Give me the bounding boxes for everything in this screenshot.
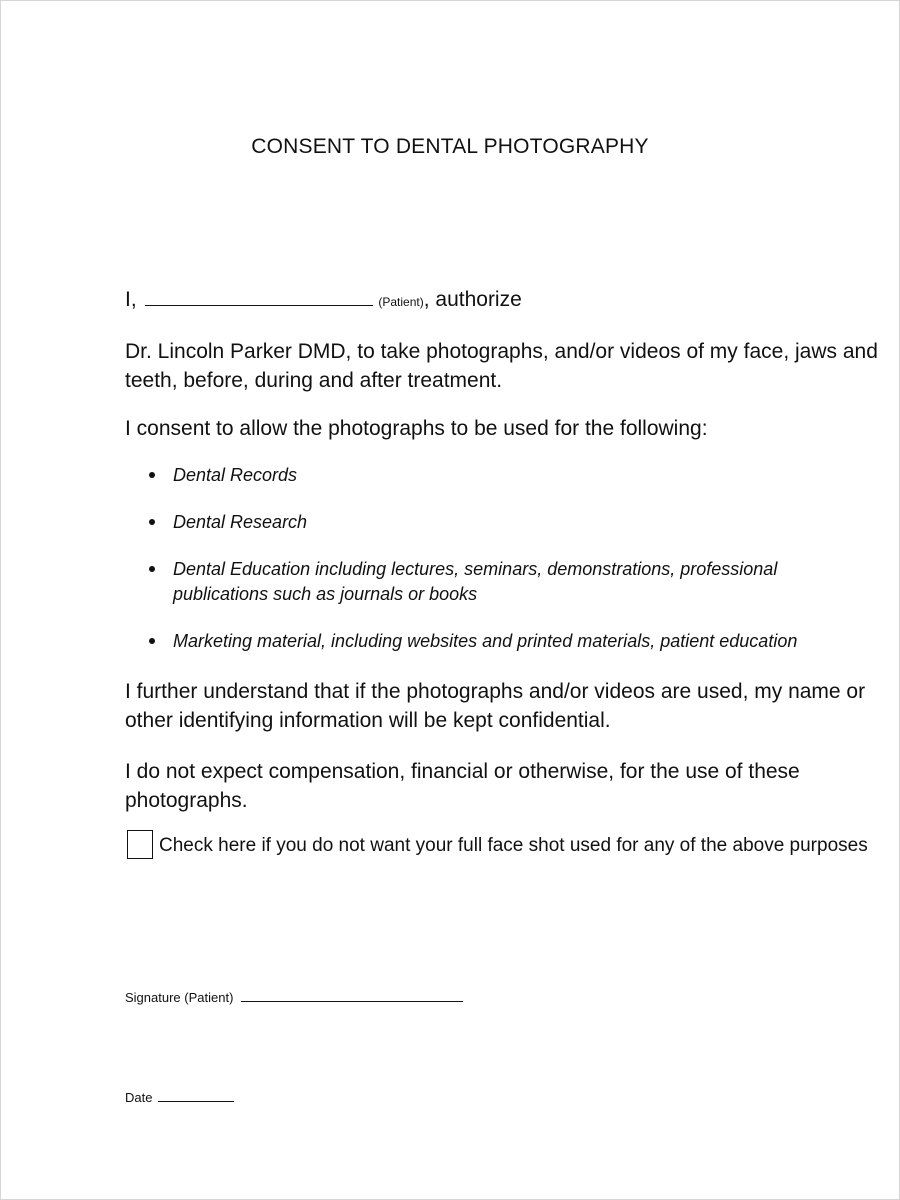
list-item: Marketing material, including websites and printed materials, patient education bbox=[125, 629, 805, 654]
date-label: Date bbox=[125, 1090, 153, 1105]
bullet-icon bbox=[149, 519, 155, 525]
authorize-line bbox=[125, 285, 522, 317]
bullet-icon bbox=[149, 638, 155, 644]
patient-name-field[interactable] bbox=[145, 305, 373, 306]
purposes-list bbox=[125, 463, 805, 676]
list-item: Dental Education including lectures, seminars, demonstrations, professional publications such as journals or books bbox=[125, 557, 805, 607]
bullet-icon bbox=[149, 566, 155, 572]
bullet-icon bbox=[149, 472, 155, 478]
list-item: Dental Records bbox=[125, 463, 805, 488]
paragraph-compensation bbox=[125, 757, 800, 815]
signature-field[interactable] bbox=[241, 1001, 463, 1002]
signature-label: Signature (Patient) bbox=[125, 990, 234, 1005]
paragraph-line: photographs. bbox=[125, 789, 248, 812]
paragraph-authorization bbox=[125, 337, 878, 395]
paragraph-line: Dr. Lincoln Parker DMD, to take photographs, and/or videos of my face, jaws and bbox=[125, 340, 878, 363]
paragraph-line: other identifying information will be kept confidential. bbox=[125, 709, 611, 732]
paragraph-confidentiality bbox=[125, 677, 865, 735]
patient-hint: (Patient) bbox=[378, 295, 424, 309]
paragraph-line: I further understand that if the photographs and/or videos are used, my name or bbox=[125, 680, 866, 703]
full-face-opt-out-checkbox[interactable] bbox=[127, 830, 153, 859]
authorize-suffix: , authorize bbox=[423, 288, 522, 311]
date-field[interactable] bbox=[158, 1101, 234, 1102]
checkbox-label: Check here if you do not want your full face shot used for any of the above purposes bbox=[159, 835, 868, 856]
signature-row bbox=[125, 990, 463, 1005]
document-title: CONSENT TO DENTAL PHOTOGRAPHY bbox=[251, 135, 649, 158]
paragraph-line: teeth, before, during and after treatment. bbox=[125, 369, 503, 392]
authorize-prefix: I, bbox=[125, 288, 137, 311]
paragraph-line: I do not expect compensation, financial or otherwise, for the use of these bbox=[125, 760, 800, 783]
paragraph-consent-uses: I consent to allow the photographs to be used for the following: bbox=[125, 417, 708, 440]
date-row bbox=[125, 1090, 234, 1105]
list-item: Dental Research bbox=[125, 510, 805, 535]
